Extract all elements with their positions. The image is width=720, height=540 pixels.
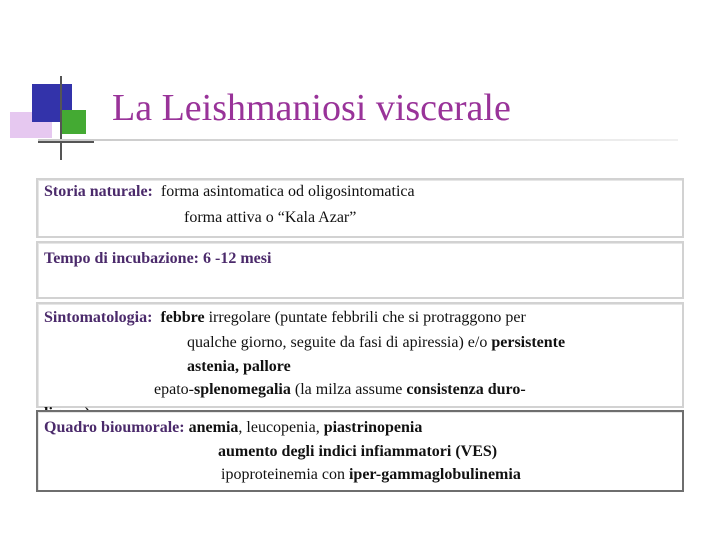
apiressia-text: qualche giorno, seguite da fasi di apiressia) e/o bbox=[187, 334, 492, 351]
consistenza-text: consistenza duro- bbox=[406, 381, 526, 398]
leucopenia-text: , leucopenia, bbox=[238, 419, 324, 436]
storia-naturale-value1: forma asintomatica od oligosintomatica bbox=[160, 183, 415, 200]
tempo-incubazione-label: Tempo di incubazione: bbox=[44, 250, 199, 267]
persistente-text: persistente bbox=[491, 334, 566, 351]
storia-naturale-label: Storia naturale: bbox=[44, 183, 153, 200]
sintomatologia-line4 bbox=[154, 379, 526, 401]
tempo-incubazione-line bbox=[44, 248, 271, 270]
title-decoration-horizontal-line bbox=[38, 141, 94, 143]
title-decoration-green-square bbox=[62, 110, 86, 134]
title-underline bbox=[38, 139, 678, 141]
gammaglobulinemia-text: iper-gammaglobulinemia bbox=[348, 466, 521, 483]
quadro-bioumorale-label: Quadro bioumorale: bbox=[44, 419, 185, 436]
quadro-line1 bbox=[44, 417, 422, 439]
page-title: La Leishmaniosi viscerale bbox=[112, 87, 511, 129]
sintomatologia-line3: astenia, pallore bbox=[187, 358, 291, 375]
storia-naturale-value2: forma attiva o “Kala Azar” bbox=[184, 209, 357, 226]
sintomatologia-label: Sintomatologia: bbox=[44, 309, 153, 326]
piastrinopenia-text: piastrinopenia bbox=[323, 419, 423, 436]
title-decoration-vertical-line bbox=[60, 76, 62, 160]
sintomatologia-line2 bbox=[187, 332, 565, 354]
ipoproteinemia-text: ipoproteinemia con bbox=[221, 466, 349, 483]
quadro-line3 bbox=[221, 464, 521, 486]
febbre-desc: irregolare (puntate febbrili che si protraggono per bbox=[204, 309, 526, 326]
epato-text: epato- bbox=[154, 381, 194, 398]
quadro-line2: aumento degli indici infiammatori (VES) bbox=[218, 443, 498, 460]
storia-naturale-line1 bbox=[44, 181, 415, 203]
febbre-text: febbre bbox=[160, 309, 205, 326]
splenomegalia-text: splenomegalia bbox=[193, 381, 291, 398]
anemia-text: anemia bbox=[188, 419, 239, 436]
sintomatologia-line1 bbox=[44, 307, 526, 329]
tempo-incubazione-value: 6 -12 mesi bbox=[203, 250, 272, 267]
milza-text: (la milza assume bbox=[290, 381, 407, 398]
